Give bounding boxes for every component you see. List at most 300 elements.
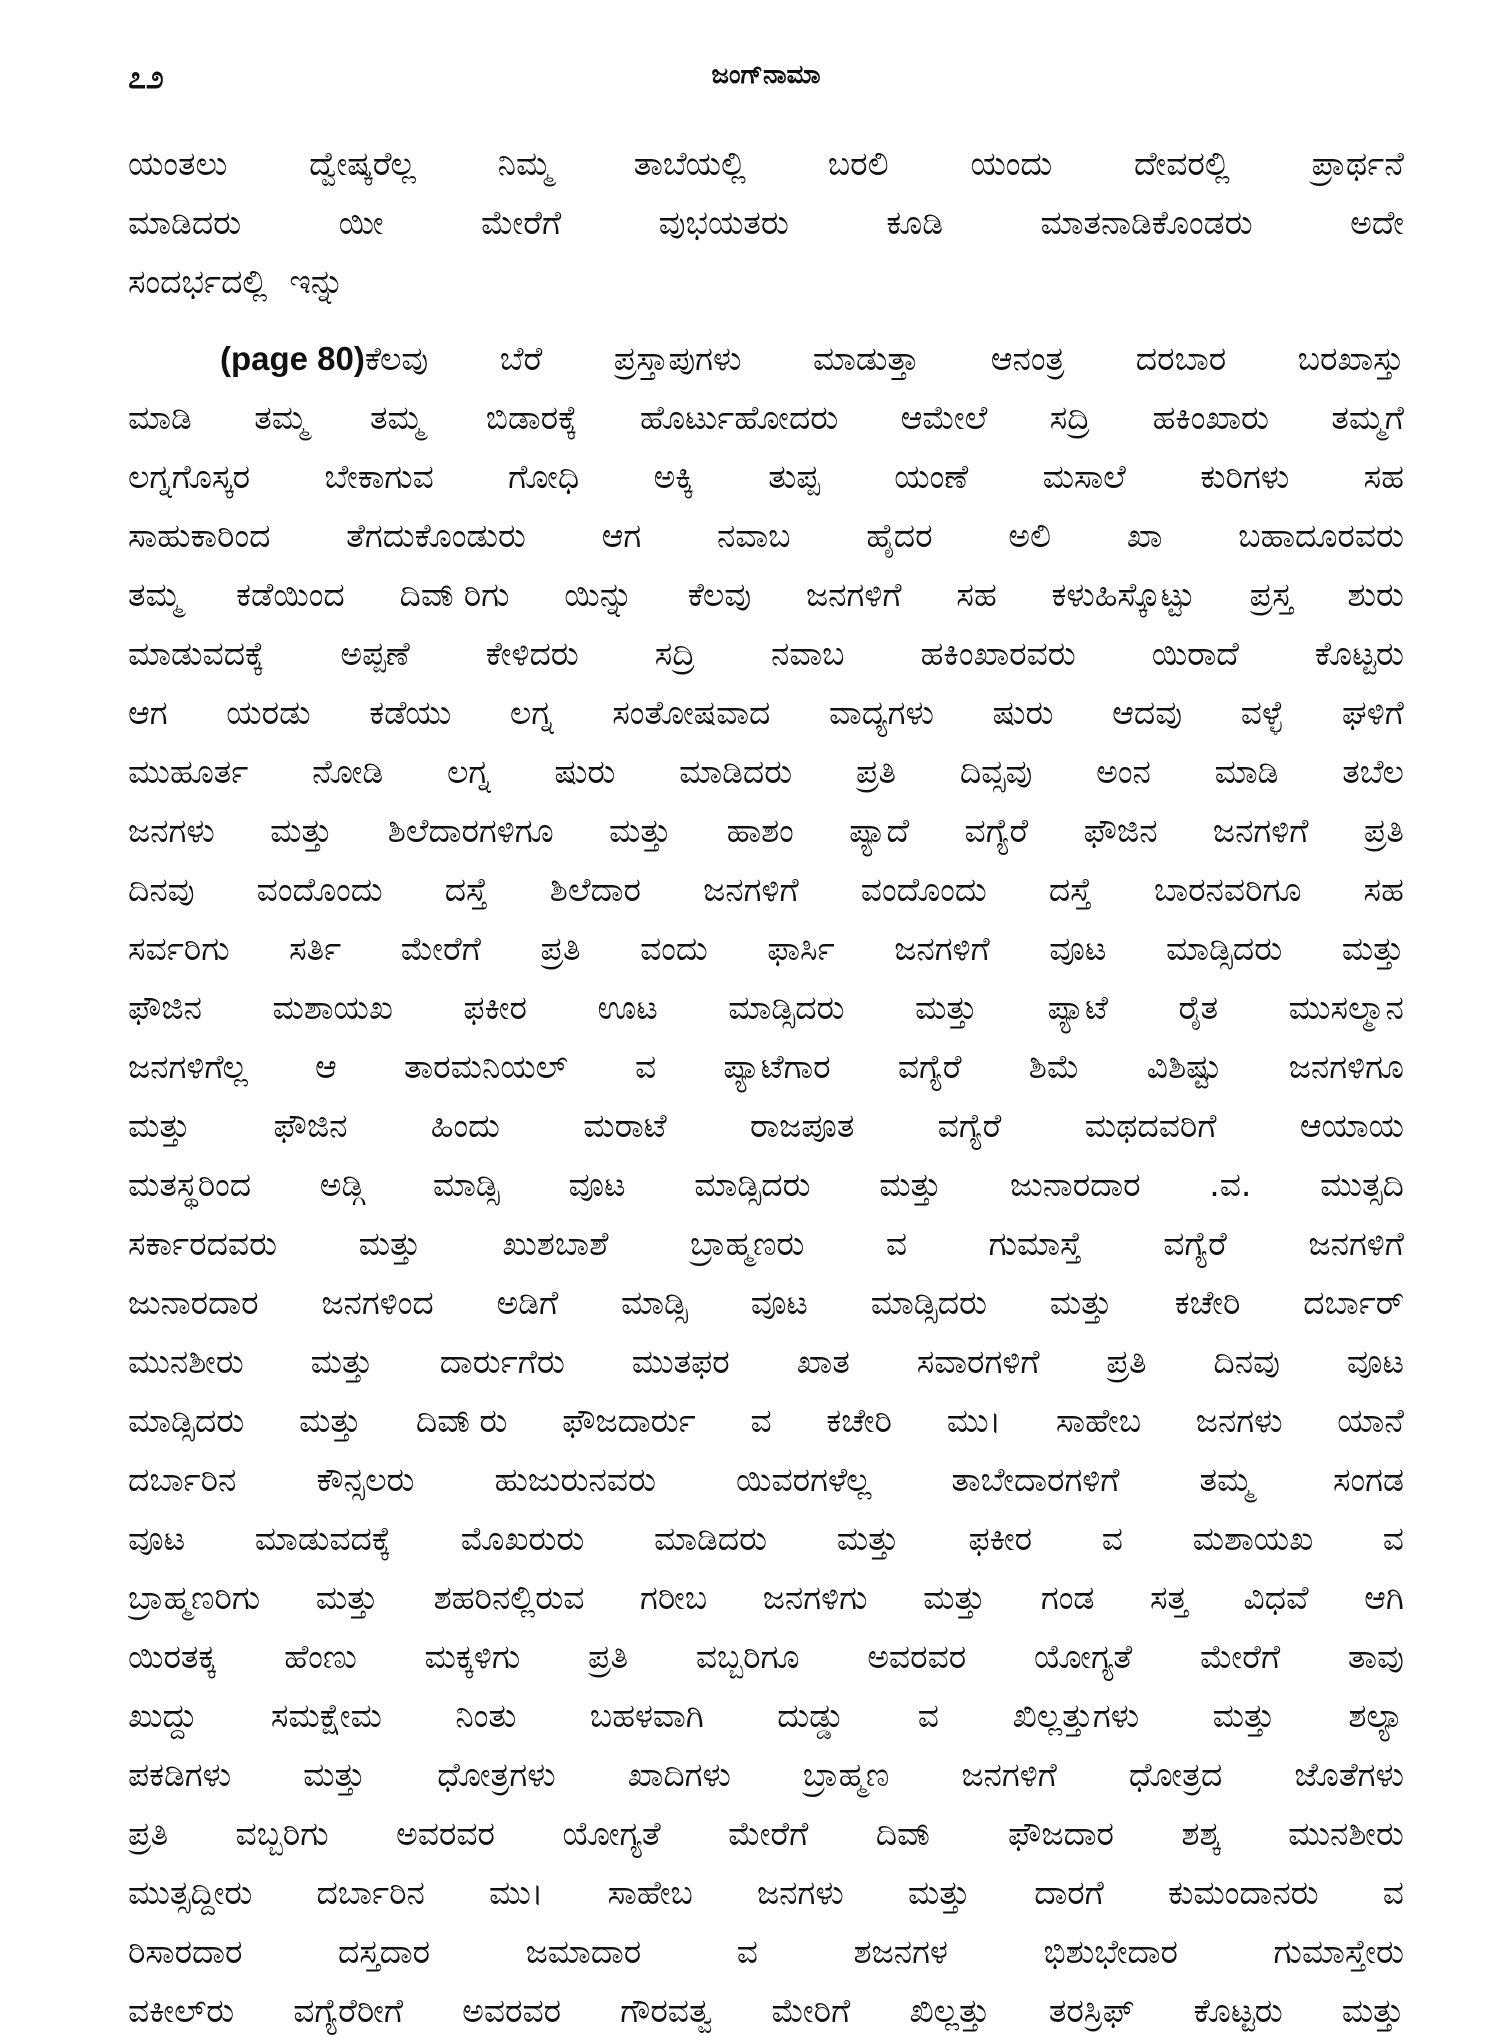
text-line	[128, 1273, 1404, 1332]
word: ಮೇರೆಗೆ	[400, 929, 481, 968]
word: ಪಕಡಿಗಳು	[128, 1755, 232, 1794]
word: ಅಡ್ಗಿ	[319, 1165, 365, 1204]
word: ಅವರವರ	[867, 1637, 967, 1676]
word: ನೋಡಿ	[312, 752, 384, 791]
word: ಯಂದು	[970, 144, 1053, 183]
word: ಮತ್ತು	[1341, 929, 1404, 968]
word: ಮಾಡುವದಕ್ಕೆ	[128, 634, 265, 673]
word: ವಗ್ಯೆರೆ	[937, 1106, 1002, 1145]
word: ಮತ್ತು	[1341, 1991, 1404, 2030]
word: ಖಾದಿಗಳು	[627, 1755, 731, 1794]
word: ಮುನಶೀರು	[128, 1342, 244, 1381]
word: ಧೋತ್ರಗಳು	[437, 1755, 556, 1794]
word: ದಸ್ತದಾರ	[338, 1932, 431, 1971]
word: ವಗ್ಯೆರೆ	[964, 811, 1029, 850]
word: ವಗ್ಯೆರೆ	[1163, 1224, 1227, 1263]
word: ಮಾಡಿದರು	[128, 203, 242, 242]
word: ಸರ್ತಿ	[289, 929, 342, 968]
word: ಮಾಡಿ	[128, 398, 192, 437]
word: ವ	[1382, 1873, 1404, 1912]
word: ಮುಸಲ್ಮಾನ	[1288, 988, 1404, 1027]
word: ತಮ್ಮ	[128, 575, 182, 614]
word: ಮಾಡ್ಸಿದರು	[1165, 929, 1283, 968]
word: ಬ್ರಾಹ್ಮಣರು	[690, 1224, 805, 1263]
text-line	[128, 860, 1404, 919]
word: ವ	[1382, 1519, 1404, 1558]
word: ಮೇರೆಗೆ	[480, 203, 562, 242]
word: ಪ್ಯಾದೆ	[849, 811, 910, 850]
paragraph	[128, 329, 1404, 2040]
word: ಸಂದರ್ಭದಲ್ಲಿ	[128, 262, 268, 301]
word: ಯಿನ್ನು	[564, 575, 634, 614]
word: ಮಾಡ್ಸಿದರು	[870, 1283, 987, 1322]
word: ದುಡ್ಡು	[777, 1696, 845, 1735]
word: ಅಪ್ಪಣೆ	[340, 634, 410, 673]
word: ದಸ್ತೆ	[1048, 870, 1092, 909]
text-line	[128, 1509, 1404, 1568]
word: ಮಶಾಯಖ	[1192, 1519, 1314, 1558]
word: ಮಶಾಯಖ	[272, 988, 393, 1027]
word: ಜನಗಳಿಗು	[762, 1578, 868, 1617]
word: ವಂದೊಂದು	[256, 870, 383, 909]
word: ಯಂಣೆ	[894, 457, 969, 496]
word: ಆಯಾಯ	[1299, 1106, 1404, 1145]
word: ಮರಾಟೆ	[583, 1106, 667, 1145]
word: ಖಾತ	[796, 1342, 850, 1381]
word: ಸಾಹೇಬ	[1055, 1401, 1142, 1440]
word: ಮಾಡ್ಸಿದರು	[694, 1165, 811, 1204]
word: ಕಚೇರಿ	[826, 1401, 892, 1440]
word: ಫೌಜದಾರ	[1007, 1814, 1114, 1853]
word: ಮೇರಿಗೆ	[771, 1991, 851, 2030]
word: ಕಡೆಯಿಂದ	[236, 575, 345, 614]
word: ಮಾಡ್ಸಿದರು	[128, 1401, 245, 1440]
word: ಮತ್ತು	[310, 1342, 373, 1381]
word: ಮಸಾಲೆ	[1042, 457, 1126, 496]
word: ಮಾಡಿದರು	[653, 1519, 768, 1558]
word: ವಬ್ಬರಿಗೂ	[695, 1637, 800, 1676]
text-line	[128, 506, 1404, 565]
text-line	[128, 1450, 1404, 1509]
word: ಫೌಜಿನ	[1083, 811, 1158, 850]
word: ಕೇಳಿದರು	[485, 634, 579, 673]
text-line	[128, 1686, 1404, 1745]
word: ವಂದು	[640, 929, 708, 968]
word: ಮತ್ತು	[879, 1165, 942, 1204]
word: ಮತಸ್ಥರಿಂದ	[128, 1165, 252, 1204]
word: ಭಿಶುಭೇದಾರ	[1043, 1932, 1178, 1971]
word: ಬ್ರಾಹ್ಮಣರಿಗು	[128, 1578, 261, 1617]
word: ಮತ್ತು	[298, 1401, 362, 1440]
word: ಸದ್ರಿ	[1049, 398, 1091, 437]
word: ಸದ್ರಿ	[654, 634, 696, 673]
word: ಲಗ್ನಗೊಸ್ಕರ	[128, 457, 251, 496]
word: ತಮ್ಮಗೆ	[1331, 398, 1404, 437]
word: ಹಾಶಂ	[726, 811, 794, 850]
word: ದಾರಗೆ	[1034, 1873, 1104, 1912]
text-line	[128, 683, 1404, 742]
word: ಫೌಜದಾರ್ರು	[562, 1401, 696, 1440]
word: ಸಾಹುಕಾರಿಂದ	[128, 516, 271, 555]
word: ಮು।	[946, 1401, 1002, 1440]
word: ಆ	[315, 1047, 337, 1086]
word: ಯೀ	[338, 203, 384, 242]
word: ಹಕಿಂಖಾರು	[1152, 398, 1269, 437]
word: ಕಚೇರಿ	[1174, 1283, 1241, 1322]
word: ಗಂಡ	[1040, 1578, 1095, 1617]
word: ತಮ್ಮ	[370, 398, 424, 437]
word: ಸಂತೋಷವಾದ	[612, 693, 771, 732]
word: ವ	[736, 1932, 758, 1971]
word: ನಿಂತು	[455, 1696, 517, 1735]
word: ಪ್ಯಾಟೆ	[1047, 988, 1108, 1027]
word: ಜುನಾರದಾರ	[1010, 1165, 1141, 1204]
word: ದಿವ್ಸವು	[959, 752, 1033, 791]
word: ಮತ್ತು	[270, 811, 333, 850]
word: ಶಜನಗಳ	[853, 1932, 948, 1971]
word: ರೈತ	[1178, 988, 1219, 1027]
word: ಆಗಿ	[1364, 1578, 1404, 1617]
text-line	[128, 1155, 1404, 1214]
text-line	[128, 134, 1404, 193]
word: ವೂಟ	[1049, 929, 1107, 968]
word: ಜನಗಳಿಗೆ	[805, 575, 902, 614]
word: ವಿಧವೆ	[1243, 1578, 1309, 1617]
word: ಜನಗಳು	[1195, 1401, 1283, 1440]
word: ಶಲ್ಯಾ	[1348, 1696, 1404, 1735]
word: ಯಿವರಗಳೆಲ್ಲ	[736, 1460, 872, 1499]
word: ಕಡೆಯು	[369, 693, 452, 732]
word: (page 80)ಕೆಲವು	[220, 329, 428, 388]
word: ದಾರ್ರುಗೆರು	[439, 1342, 565, 1381]
word: ಬರಖಾಸ್ತು	[1297, 339, 1404, 378]
word: ಅಡಿಗೆ	[496, 1283, 559, 1322]
word: ಯಿರತಕ್ಕ	[128, 1637, 217, 1676]
word: ಗರೀಬ	[640, 1578, 708, 1617]
word: ಜಮಾದಾರ	[525, 1932, 642, 1971]
word: ತಾರಮನಿಯಲ್	[404, 1047, 568, 1086]
word: ಕುಮಂದಾನರು	[1168, 1873, 1319, 1912]
word: ವಾದ್ಯಗಳು	[828, 693, 934, 732]
word: ಸವಾರಗಳಿಗೆ	[916, 1342, 1040, 1381]
word: ಮೊಖರುರು	[460, 1519, 585, 1558]
word: ಮು।	[489, 1873, 544, 1912]
word: ಕೆಲವು	[687, 575, 752, 614]
word: ಆಮೇಲೆ	[900, 398, 988, 437]
word: ಶಿಮೆ	[1028, 1047, 1080, 1086]
word: ಮಕ್ಕಳಿಗು	[424, 1637, 521, 1676]
word: ವ	[917, 1696, 939, 1735]
word: ಜನಗಳು	[756, 1873, 844, 1912]
word: ಅಂನ	[1096, 752, 1151, 791]
word: ಕೊಟ್ಟರು	[1193, 1991, 1283, 2030]
word: ಖಿಲ್ಲತ್ತು	[909, 1991, 990, 2030]
word: ತರಸ್ರಿಫ್	[1048, 1991, 1135, 2030]
word: ಮಾಡ್ಸಿದರು	[728, 988, 845, 1027]
text-line	[128, 624, 1404, 683]
word: ಖುಶಬಾಶೆ	[502, 1224, 609, 1263]
word: ಲಗ್ನ	[446, 752, 491, 791]
word: ಹುಜುರುನವರು	[494, 1460, 656, 1499]
word: ಮತ್ತು	[836, 1519, 899, 1558]
text-line	[128, 252, 1404, 311]
word: ಪ್ರಾರ್ಥನೆ	[1311, 144, 1404, 183]
word: ಹಕಿಂಖಾರವರು	[920, 634, 1076, 673]
word: ಶಶ್ಕ	[1181, 1814, 1221, 1853]
word: ಗುಮಾಸ್ತೆ	[988, 1224, 1082, 1263]
word: ದಿವಾ್ರಿಗು	[399, 575, 510, 614]
word: ಜನಗಳಿಗೂ	[1288, 1047, 1404, 1086]
word: ಅವರವರ	[462, 1991, 562, 2030]
word: ಮತ್ತು	[315, 1578, 378, 1617]
word: ಜನಗಳಿಗೆ	[894, 929, 990, 968]
word: ಮುತ್ಸದ್ದೀರು	[128, 1873, 253, 1912]
text-line	[128, 1922, 1404, 1981]
word: ಖಿಲ್ಲತ್ತುಗಳು	[1012, 1696, 1140, 1735]
word: ಹೈದರ	[866, 516, 933, 555]
word: ಅವರವರ	[395, 1814, 496, 1853]
word: ಬಹಳವಾಗಿ	[589, 1696, 704, 1735]
word: ಶಿಲೆದಾರ	[549, 870, 642, 909]
word: ಮುನಶೀರು	[1288, 1814, 1404, 1853]
word: ಮುಹೂರ್ತ	[128, 752, 249, 791]
word: ಬಾರನವರಿಗೂ	[1153, 870, 1302, 909]
word: ಇನ್ನು	[289, 262, 345, 301]
word: ವೂಟ	[750, 1283, 808, 1322]
word: ಸಹ	[956, 575, 997, 614]
word: ಮತ್ತು	[609, 811, 672, 850]
word: ಆಗ	[128, 693, 168, 732]
word: ಖುದ್ದು	[128, 1696, 198, 1735]
word: ಅಲಿ	[1008, 516, 1052, 555]
word: ಸಂಗಡ	[1332, 1460, 1404, 1499]
text-line	[128, 329, 1404, 388]
word: ಸಹ	[1363, 457, 1404, 496]
word: ವ	[634, 1047, 657, 1086]
word: ಫಕೀರ	[968, 1519, 1033, 1558]
word: ಗೋಧಿ	[508, 457, 580, 496]
text-line	[128, 193, 1404, 252]
word: ಜುನಾರದಾರ	[128, 1283, 259, 1322]
text-line	[128, 1627, 1404, 1686]
word: ವಳ್ಳೆ	[1240, 693, 1284, 732]
text-line	[128, 1568, 1404, 1627]
word: ಪ್ಯಾಟೆಗಾರ	[723, 1047, 831, 1086]
running-title: ಜಂಗ್‌ನಾಮಾ	[711, 60, 821, 90]
text-line	[128, 447, 1404, 506]
word: ಯಾನೆ	[1337, 1401, 1404, 1440]
word: ಯರಡು	[226, 693, 311, 732]
word: ಸರ್ಕಾರದವರು	[128, 1224, 278, 1263]
text-line	[128, 1981, 1404, 2040]
word: ಜನಗಳಿಗೆ	[1308, 1224, 1404, 1263]
word: ಷುರು	[554, 752, 616, 791]
word: ಬ್ರಾಹ್ಮಣ	[802, 1755, 890, 1794]
word: ನಿಮ್ಮ	[497, 144, 552, 183]
word: ಖಾ	[1126, 516, 1163, 555]
word: ಮಾಡ್ಸಿ	[620, 1283, 688, 1322]
text-line	[128, 1745, 1404, 1804]
text-line	[128, 978, 1404, 1037]
word: ವಬ್ಬರಿಗು	[235, 1814, 329, 1853]
word: ಕೂಡಿ	[886, 203, 944, 242]
word: ಪ್ರಸ್ತ	[1249, 575, 1293, 614]
word: ಮುತಫರ	[631, 1342, 730, 1381]
word: ಮಾಡ್ಸಿ	[432, 1165, 500, 1204]
text-line	[128, 1332, 1404, 1391]
word: ಜನಗಳಿಂದ	[321, 1283, 434, 1322]
word: ಘಳಿಗೆ	[1341, 693, 1404, 732]
word: ಜೊತೆಗಳು	[1294, 1755, 1404, 1794]
page-number: ೭೨	[128, 58, 164, 96]
text-line	[128, 388, 1404, 447]
word: ಗೌರವತ್ವ	[620, 1991, 713, 2030]
word: ಫೌಜಿನ	[273, 1106, 348, 1145]
word: ಮುತ್ಸದಿ	[1320, 1165, 1404, 1204]
word: ತಾಬೆಯಲ್ಲಿ	[633, 144, 746, 183]
word: ಮತ್ತು	[923, 1578, 986, 1617]
word: ವಗ್ಯೆರೆ	[897, 1047, 962, 1086]
word: ಬಿಡಾರಕ್ಕೆ	[485, 398, 578, 437]
text-line	[128, 1863, 1404, 1922]
word: ಪ್ರತಿ	[128, 1814, 169, 1853]
word: ಪ್ರತಿ	[1363, 811, 1404, 850]
word: ಸರ್ವರಿಗು	[128, 929, 230, 968]
word: ದಿನವು	[128, 870, 195, 909]
word: ಮತ್ತು	[128, 1106, 191, 1145]
word: ಬೆರೆ	[499, 339, 543, 378]
paragraph	[128, 134, 1404, 311]
word: ಮಾತನಾಡಿಕೊಂಡರು	[1040, 203, 1253, 242]
word: ಪ್ರತಿ	[1106, 1342, 1147, 1381]
page-header	[128, 58, 1404, 102]
text-line	[128, 742, 1404, 801]
page-reference: (page 80)	[220, 340, 365, 377]
word: ಜನಗಳಿಗೆ	[961, 1755, 1057, 1794]
word: ರಿಸಾರದಾರ	[128, 1932, 243, 1971]
word: ಫಕೀರ	[463, 988, 527, 1027]
word: ಊಟ	[597, 988, 658, 1027]
word: ವುಭಯತರು	[658, 203, 789, 242]
word: ತಮ್ಮ	[1199, 1460, 1253, 1499]
word: ಸಮಕ್ಷೇಮ	[270, 1696, 382, 1735]
word: ಷುರು	[992, 693, 1054, 732]
word: ಸತ್ತ	[1149, 1578, 1188, 1617]
word: ಶಿಲೆದಾರಗಳಿಗೂ	[387, 811, 554, 850]
text-line	[128, 1214, 1404, 1273]
text-line	[128, 1037, 1404, 1096]
word: ವೂಟ	[568, 1165, 626, 1204]
word: ಫಾರ್ಸಿ	[767, 929, 835, 968]
word: ಯೋಗ್ಯತೆ	[562, 1814, 661, 1853]
word: ಶಹರಿನಲ್ಲಿರುವ	[433, 1578, 585, 1617]
word: ಆಗ	[601, 516, 642, 555]
word: ಗುಮಾಸ್ತೇರು	[1273, 1932, 1404, 1971]
word: ಶುರು	[1347, 575, 1404, 614]
word: ಕೊಟ್ಟರು	[1314, 634, 1404, 673]
text-line	[128, 801, 1404, 860]
word: .ವ.	[1209, 1165, 1252, 1204]
word: ಮತ್ತು	[1212, 1696, 1275, 1735]
word: ಅಕ್ಕಿ	[653, 457, 694, 496]
word: ನವಾಬ	[771, 634, 845, 673]
word: ರಾಜಪೂತ	[750, 1106, 855, 1145]
text-line	[128, 1391, 1404, 1450]
word: ಕುರಿಗಳು	[1200, 457, 1290, 496]
body-text	[128, 134, 1404, 2040]
word: ಮಥದವರಿಗೆ	[1084, 1106, 1217, 1145]
word: ಆದವು	[1112, 693, 1183, 732]
word: ಮತ್ತು	[303, 1755, 366, 1794]
word: ಜನಗಳು	[128, 811, 215, 850]
word: ದರ್ಬಾರಿನ	[128, 1460, 237, 1499]
word: ಯಿರಾದೆ	[1151, 634, 1239, 673]
word: ಬಹಾದೂರವರು	[1238, 516, 1404, 555]
word: ದಿನವು	[1213, 1342, 1280, 1381]
word: ದರಬಾರ	[1135, 339, 1227, 378]
text-line	[128, 1804, 1404, 1863]
word: ಹೆಂಣು	[284, 1637, 357, 1676]
word: ನವಾಬ	[716, 516, 791, 555]
word: ವ	[750, 1401, 772, 1440]
word: ಪ್ರತಿ	[540, 929, 581, 968]
word: ಫೌಜಿನ	[128, 988, 202, 1027]
word: ವೂಟ	[1346, 1342, 1404, 1381]
word: ದರ್ಬಾರಿನ	[316, 1873, 425, 1912]
word: ಕೌನ್ಸಲರು	[316, 1460, 415, 1499]
word: ಜನಗಳಿಗೆ	[1212, 811, 1309, 850]
word: ಮತ್ತು	[907, 1873, 971, 1912]
word: ಹೊರ್ಟುಹೋದರು	[639, 398, 839, 437]
word: ತಮ್ಮ	[254, 398, 308, 437]
word: ಮಾಡಿ	[1214, 752, 1279, 791]
word: ದರ್ಬಾರ್	[1303, 1283, 1404, 1322]
word: ಮತ್ತು	[914, 988, 978, 1027]
text-line	[128, 565, 1404, 624]
word: ವಂದೊಂದು	[860, 870, 987, 909]
word: ದ್ವೇಷ್ಕರೆಲ್ಲ	[309, 144, 416, 183]
word: ಸಾಹೇಬ	[607, 1873, 693, 1912]
word: ತುಪ್ಪ	[768, 457, 820, 496]
word: ಅದೇ	[1350, 203, 1404, 242]
word: ಮತ್ತು	[358, 1224, 421, 1263]
word: ವಿಶಿಷ್ಟು	[1146, 1047, 1222, 1086]
word: ಬೇಕಾಗುವ	[324, 457, 434, 496]
word: ದೇವರಲ್ಲಿ	[1134, 144, 1230, 183]
word: ದಿವಾ್	[875, 1814, 941, 1853]
word: ಮೇರೆಗೆ	[728, 1814, 809, 1853]
word: ಪ್ರಸ್ತಾಪುಗಳು	[613, 339, 742, 378]
word: ಮತ್ತು	[1049, 1283, 1112, 1322]
word: ವೂಟ	[128, 1519, 186, 1558]
word: ತಾಬೇದಾರಗಳಿಗೆ	[951, 1460, 1120, 1499]
word: ಯಂತಲು	[128, 144, 228, 183]
word: ವ	[885, 1224, 908, 1263]
word: ಜನಗಳಿಗೆ	[703, 870, 799, 909]
word: ಜನಗಳಿಗೆಲ್ಲ	[128, 1047, 248, 1086]
word: ವ	[1101, 1519, 1123, 1558]
word: ಮಾಡುತ್ತಾ	[812, 339, 920, 378]
text-line	[128, 919, 1404, 978]
word: ತಬೆಲ	[1342, 752, 1404, 791]
word: ಸಹ	[1363, 870, 1404, 909]
word: ಪ್ರತಿ	[855, 752, 897, 791]
word: ಮೇರೆಗೆ	[1199, 1637, 1281, 1676]
word: ಮಾಡಿದರು	[679, 752, 793, 791]
word: ಯೋಗ್ಯತೆ	[1033, 1637, 1133, 1676]
word: ವಕೀಲ್‌ರು	[128, 1991, 235, 2030]
word: ಧೋತ್ರದ	[1128, 1755, 1223, 1794]
